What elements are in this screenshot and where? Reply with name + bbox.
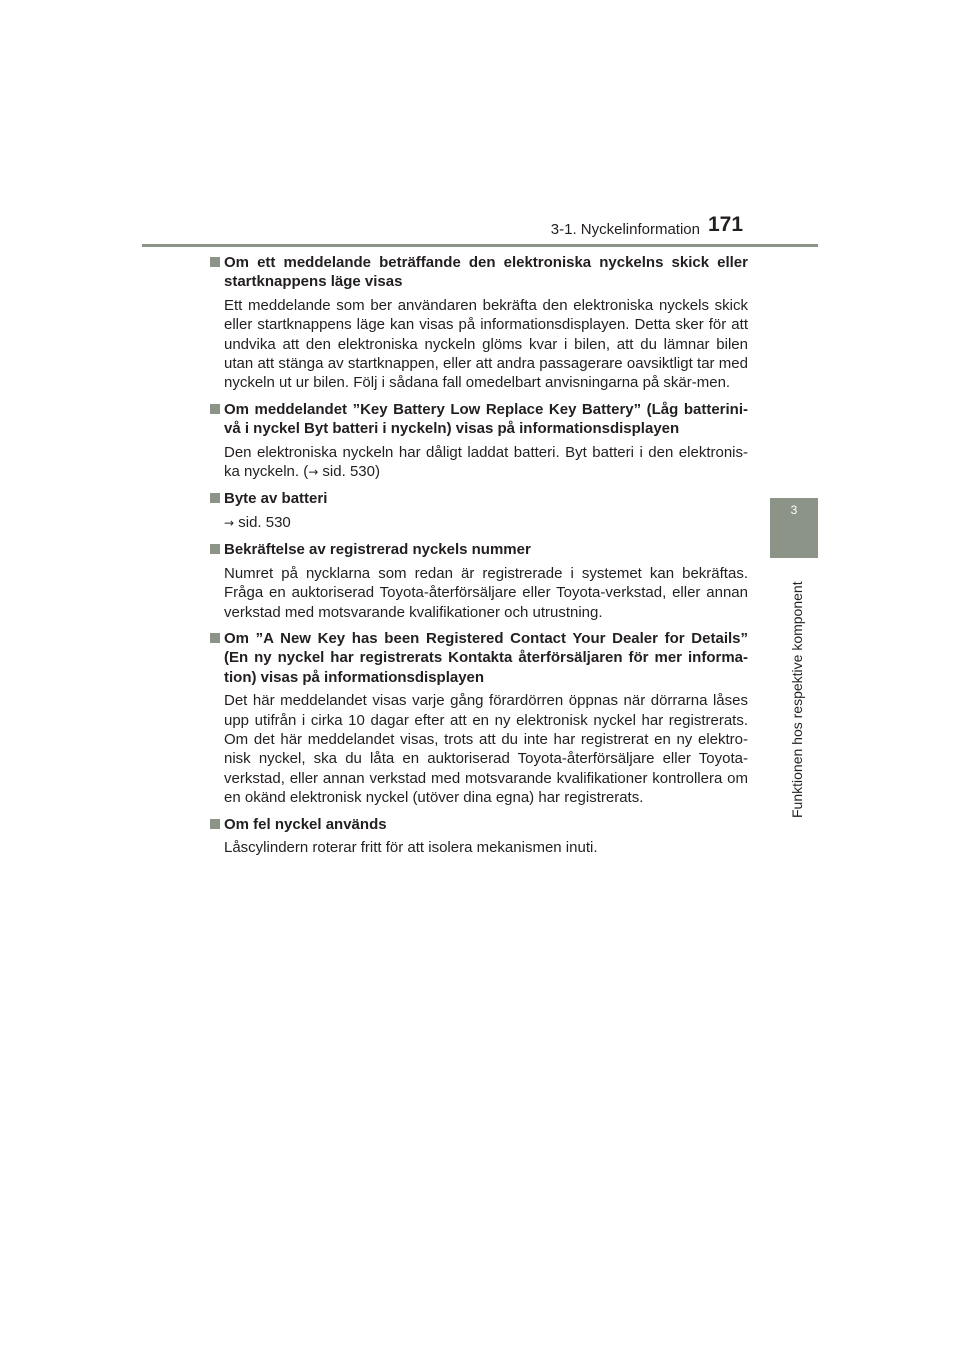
section-body: Låscylindern roterar fritt för att isolera mekanismen inuti. <box>224 838 598 856</box>
section-heading <box>210 540 748 559</box>
arrow-right-icon: → <box>308 465 319 480</box>
section-body <box>210 513 748 533</box>
section-body: Ett meddelande som ber användaren bekräfta den elektroniska nyckels skick eller startknappens läge kan visas på informationsdisplayen. Detta sker för att undvika att den elektroniska nyckeln glöms kvar i bilen, att du lämnar bilen utan att stänga av startknappen, eller att andra passagerare oavsiktligt tar med nyckeln ut ur bilen. Följ i sådana fall omedelbart anvisningarna på skär-men. <box>224 296 748 392</box>
chapter-tab <box>770 498 818 558</box>
square-bullet-icon <box>210 633 220 643</box>
section-heading-text: Bekräftelse av registrerad nyckels nummer <box>224 541 531 559</box>
section-body-text: Den elektroniska nyckeln har dåligt laddat batteri. Byt batteri i den elektronis-ka nyckeln. ( <box>224 443 748 481</box>
square-bullet-icon <box>210 257 220 267</box>
section-heading-text: Om fel nyckel används <box>224 815 387 833</box>
square-bullet-icon <box>210 404 220 414</box>
arrow-right-icon: → <box>224 515 235 530</box>
section-new-key-registered <box>210 629 748 808</box>
section-title: 3-1. Nyckelinformation <box>550 221 700 238</box>
section-heading <box>210 253 748 292</box>
chapter-side-title: Funktionen hos respektive komponent <box>789 581 805 818</box>
section-heading-text: Om ett meddelande beträffande den elektroniska nyckelns skick eller startknappens läge visas <box>224 254 748 291</box>
section-heading <box>210 400 748 439</box>
section-body <box>210 443 748 483</box>
section-message-key-state <box>210 253 748 393</box>
section-body: Numret på nycklarna som redan är registrerade i systemet kan bekräftas. Fråga en auktoriserad Toyota-återförsäljare eller Toyota-verkstad, eller annan verkstad med motsvarande kvalifikationer och utrustning. <box>224 564 748 621</box>
section-battery-replacement <box>210 489 748 533</box>
page-reference-link[interactable]: sid. 530) <box>318 463 380 481</box>
section-heading <box>210 629 748 687</box>
square-bullet-icon <box>210 819 220 829</box>
section-key-battery-low <box>210 400 748 483</box>
header-divider <box>142 244 818 247</box>
section-body: Det här meddelandet visas varje gång förardörren öppnas när dörrarna låses upp utifrån i cirka 10 dagar efter att en ny elektronisk nyckel har registrerats. Om det här meddelandet visas, trots att du inte har registrerat en ny elektro-nisk nyckel, ska du låta en auktoriserad Toyota-återförsäljare eller Toyota-verkstad, eller annan verkstad med motsvarande kvalifikationer kontrollera om en okänd elektronisk nyckel (utöver dina egna) har registrerats. <box>224 692 748 807</box>
square-bullet-icon <box>210 544 220 554</box>
page-reference-link[interactable]: sid. 530 <box>234 513 291 531</box>
section-wrong-key <box>210 815 748 858</box>
page-number: 171 <box>708 213 744 236</box>
square-bullet-icon <box>210 493 220 503</box>
section-heading <box>210 489 748 508</box>
section-heading-text: Om ”A New Key has been Registered Contact Your Dealer for Details” (En ny nyckel har registrerats Kontakta återförsäljaren för mer informa-tion) visas på informationsdisplayen <box>224 629 748 686</box>
chapter-side-title-wrap <box>784 562 806 818</box>
chapter-tab-number: 3 <box>790 503 798 517</box>
section-heading-text: Om meddelandet ”Key Battery Low Replace Key Battery” (Låg batterini-vå i nyckel Byt batteri i nyckeln) visas på informationsdisplayen <box>224 400 748 438</box>
section-heading <box>210 815 748 834</box>
section-key-number-confirmation <box>210 540 748 622</box>
section-heading-text: Byte av batteri <box>224 490 328 508</box>
main-content <box>210 253 748 864</box>
